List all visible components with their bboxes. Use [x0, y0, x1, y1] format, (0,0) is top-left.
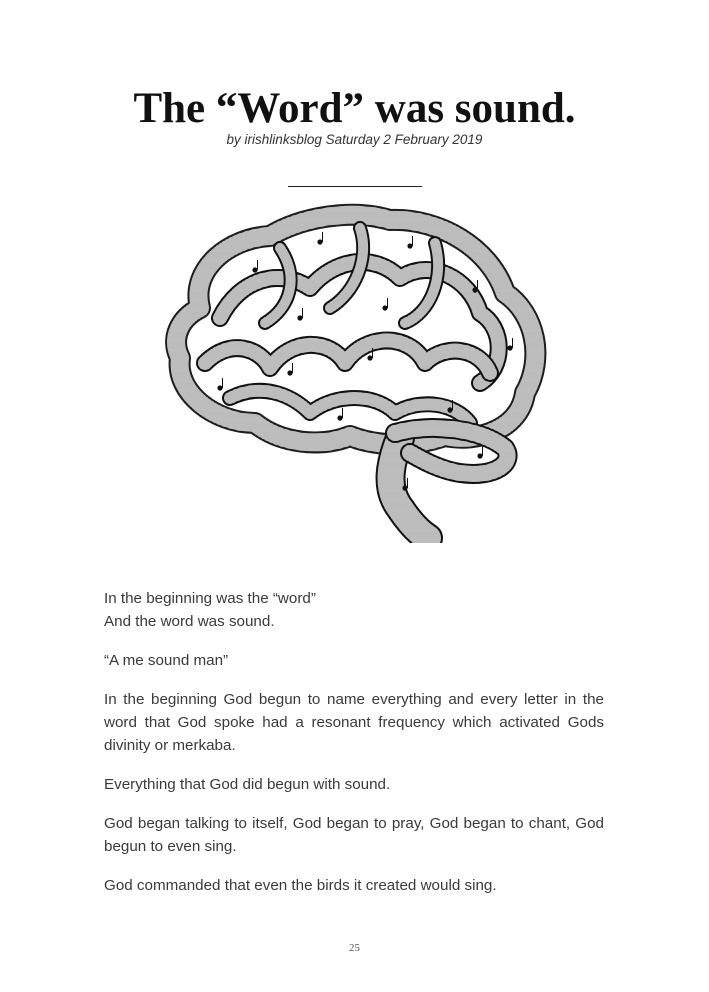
article-byline: by irishlinksblog Saturday 2 February 2019 [226, 132, 483, 147]
paragraph: Everything that God did begun with sound. [104, 776, 391, 793]
paragraph-line: And the word was sound. [104, 613, 275, 630]
paragraph: God began talking to itself, God began to pray, God began to chant, God begun to even sing. [104, 815, 604, 855]
article-body [104, 587, 604, 913]
paragraph-intro [104, 587, 604, 633]
paragraph: God commanded that even the birds it created would sing. [104, 877, 497, 894]
paragraph-line: In the beginning was the “word” [104, 590, 316, 607]
paragraph: In the beginning God begun to name everything and every letter in the word that God spoke had a resonant frequency which activated Gods divinity or merkaba. [104, 691, 604, 754]
music-sheet-brain-illustration [160, 198, 550, 543]
paragraph-quote: “A me sound man” [104, 652, 229, 669]
title-divider [288, 186, 422, 187]
article-title: The “Word” was sound. [133, 85, 576, 132]
page-number: 25 [349, 942, 360, 954]
